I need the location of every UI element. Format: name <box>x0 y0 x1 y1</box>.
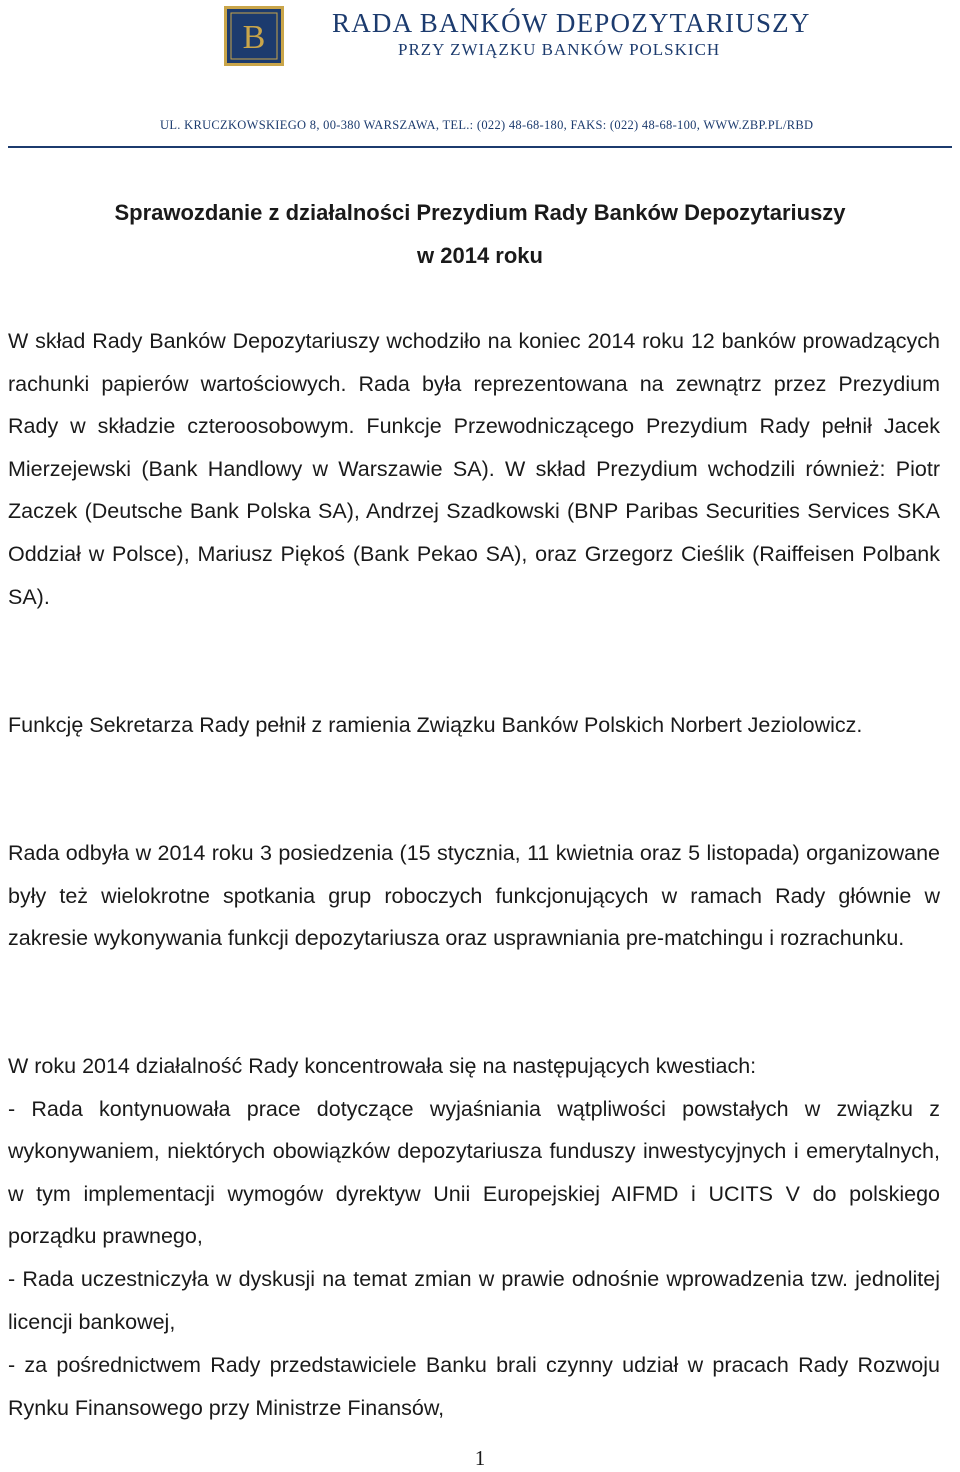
page-number: 1 <box>474 1446 486 1470</box>
list-item: - za pośrednictwem Rady przedstawiciele Banku brali czynny udział w pracach Rady Rozwoju Rynku Finansowego przy Ministrze Finansów, <box>8 1353 940 1420</box>
paragraph-composition: W skład Rady Banków Depozytariuszy wchodziło na koniec 2014 roku 12 banków prowadzących rachunki papierów wartościowych. Rada była reprezentowana na zewnątrz przez Prezydium Rady w składzie czteroosobowym. Funkcje Przewodniczącego Prezydium Rady pełnił Jacek Mierzejewski (Bank Handlowy w Warszawie SA). W skład Prezydium wchodzili również: Piotr Zaczek (Deutsche Bank Polska SA), Andrzej Szadkowski (BNP Paribas Securities Services SKA Oddział w Polsce), Mariusz Piękoś (Bank Pekao SA), oraz Grzegorz Cieślik (Raiffeisen Polbank SA). <box>8 329 940 609</box>
list-item: - Rada uczestniczyła w dyskusji na temat zmian w prawie odnośnie wprowadzenia tzw. jednolitej licencji bankowej, <box>8 1266 940 1334</box>
list-item: - Rada kontynuowała prace dotyczące wyjaśniania wątpliwości powstałych w związku z wykonywaniem, niektórych obowiązków depozytariusza funduszy inwestycyjnych i emerytalnych, w tym implementacji wymogów dyrektyw Unii Europejskiej AIFMD i UCITS V do polskiego porządku prawnego, <box>8 1096 940 1249</box>
letterhead <box>0 0 960 150</box>
organization-address: UL. KRUCZKOWSKIEGO 8, 00-380 WARSZAWA, TEL.: (022) 48-68-180, FAKS: (022) 48-68-100, WWW.ZBP.PL/RBD <box>160 118 814 132</box>
rbd-logo <box>224 6 284 66</box>
paragraph-secretary: Funkcję Sekretarza Rady pełnił z ramienia Związku Banków Polskich Norbert Jeziolowicz. <box>8 713 863 737</box>
document-title: Sprawozdanie z działalności Prezydium Rady Banków Depozytariuszy <box>114 200 846 225</box>
document-title-year: w 2014 roku <box>417 243 543 268</box>
activity-section <box>8 1045 940 1343</box>
organization-name: RADA BANKÓW DEPOZYTARIUSZY <box>332 8 811 38</box>
organization-subtitle: PRZY ZWIĄZKU BANKÓW POLSKICH <box>398 40 721 59</box>
paragraph-meetings: Rada odbyła w 2014 roku 3 posiedzenia (15 stycznia, 11 kwietnia oraz 5 listopada) organizowane były też wielokrotne spotkania grup roboczych funkcjonujących w ramach Rady głównie w zakresie wykonywania funkcji depozytariusza oraz usprawniania pre-matchingu i rozrachunku. <box>8 841 940 951</box>
activity-intro: W roku 2014 działalność Rady koncentrowała się na następujących kwestiach: <box>8 1054 757 1078</box>
header-divider <box>8 146 952 148</box>
svg-text:B: B <box>242 19 266 56</box>
logo-monogram-icon <box>230 12 278 60</box>
